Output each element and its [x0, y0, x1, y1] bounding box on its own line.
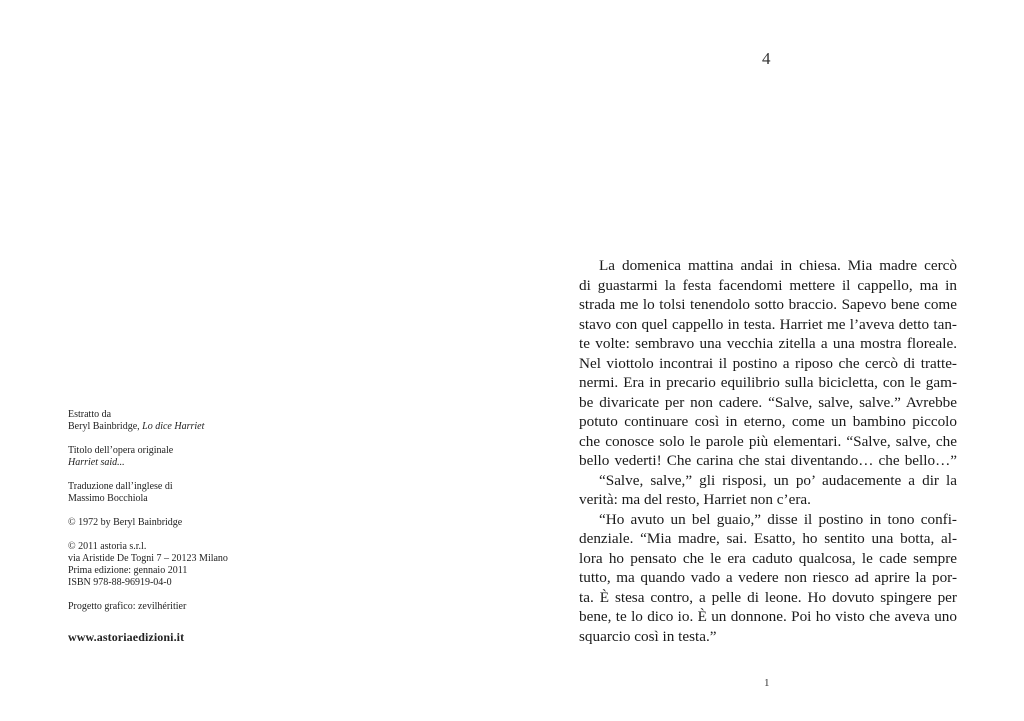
excerpt-title: Lo dice Harriet	[142, 421, 205, 432]
text-line: La domenica mattina andai in chiesa. Mia madre cercò	[599, 257, 957, 274]
text-line: nermi. Era in precario equilibrio sulla bicicletta, con le gam-	[579, 374, 957, 391]
text-line: denziale. “Mia madre, sai. Esatto, ho sentito una botta, al-	[579, 530, 957, 547]
copyright-publisher: © 2011 astoria s.r.l.	[68, 541, 147, 552]
excerpt-label: Estratto da	[68, 409, 112, 420]
text-line: lora ho pensato che le era caduto qualcosa, le cade sempre	[579, 549, 957, 567]
design-block	[68, 601, 328, 613]
text-line: Nel viottolo incontrai il postino a riposo che cercò di tratte-	[579, 354, 957, 372]
original-title: Harriet said...	[68, 457, 125, 468]
text-line: ta. È stesa contro, a pelle di leone. Ho dovuto spingere per	[579, 588, 957, 606]
page-number: 1	[764, 677, 770, 689]
chapter-body-text	[579, 256, 957, 646]
text-line: di guastarmi la festa facendomi mettere il cappello, ma in	[579, 276, 957, 294]
translation-label: Traduzione dall’inglese di	[68, 481, 173, 492]
excerpt-author: Beryl Bainbridge,	[68, 421, 143, 432]
publisher-website-link[interactable]: www.astoriaedizioni.it	[68, 630, 185, 644]
text-line: tutto, ma quando vado a vedere non riesco ad aprire la por-	[579, 569, 957, 586]
text-line: “Ho avuto un bel guaio,” disse il postino in tono confi-	[599, 510, 957, 528]
chapter-number: 4	[762, 49, 771, 68]
excerpt-source	[68, 421, 328, 433]
translator: Massimo Bocchiola	[68, 493, 148, 504]
first-edition: Prima edizione: gennaio 2011	[68, 565, 188, 576]
original-title-label: Titolo dell’opera originale	[68, 445, 174, 456]
copyright-original: © 1972 by Beryl Bainbridge	[68, 517, 183, 528]
text-line: “Salve, salve,” gli risposi, un po’ audacemente a dir la	[599, 471, 957, 489]
text-line: stavo con quel cappello in testa. Harriet me l’aveva detto tan-	[579, 315, 957, 333]
text-line: verità: ma del resto, Harriet non c’era.	[579, 491, 811, 508]
colophon	[68, 409, 328, 643]
text-line: squarcio così in testa.”	[579, 627, 717, 645]
text-line: bello vederti! Che carina che stai diventando… che bello…”	[579, 452, 957, 469]
publisher-block	[68, 541, 328, 589]
original-title-block	[68, 445, 328, 469]
translation-block	[68, 481, 328, 505]
design-credit: Progetto grafico: zevilhéritier	[68, 601, 187, 612]
text-line: te volte: sembravo una vecchia zitella a una mostra floreale.	[579, 335, 957, 352]
publisher-address: via Aristide De Togni 7 – 20123 Milano	[68, 553, 228, 564]
text-line: potuto continuare così in eterno, come un bambino piccolo	[579, 413, 957, 430]
text-line: be divaricate per non cadere. “Salve, salve, salve.” Avrebbe	[579, 393, 957, 411]
copyright-block	[68, 517, 328, 529]
text-line: bene, te lo dico io. È un donnone. Poi ho visto che aveva uno	[579, 608, 957, 625]
excerpt-block	[68, 409, 328, 433]
text-line: che conosce solo le parole più elementari. “Salve, salve, che	[579, 432, 957, 450]
isbn: ISBN 978-88-96919-04-0	[68, 577, 172, 588]
text-line: strada me lo tolsi tenendolo sotto braccio. Sapevo bene come	[579, 296, 957, 313]
